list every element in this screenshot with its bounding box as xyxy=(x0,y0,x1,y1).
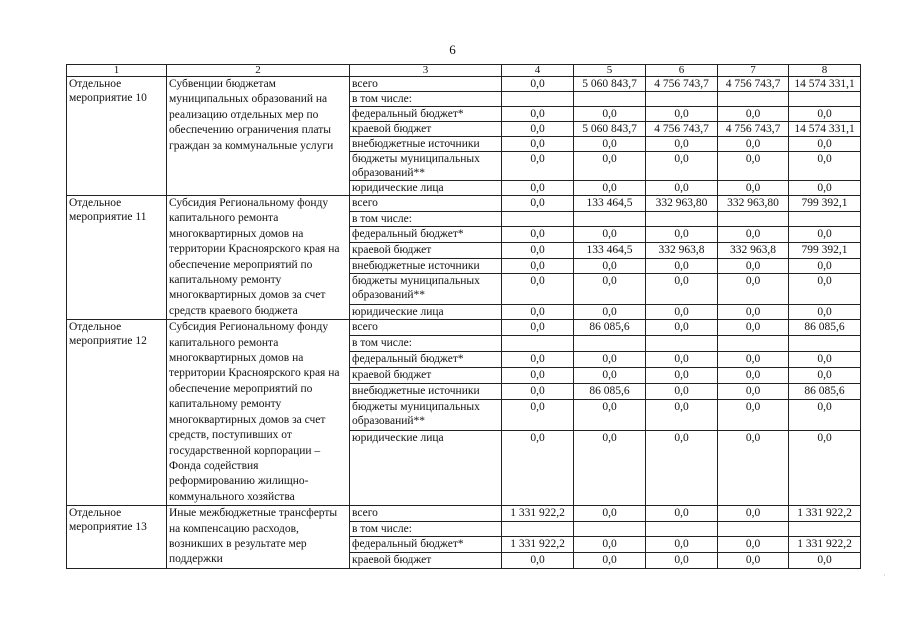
funding-source: краевой бюджет xyxy=(350,368,502,384)
amount-cell: 14 574 331,1 xyxy=(789,77,861,92)
activity-name: Иные межбюджетные трансферты на компенсацию расходов, возникших в результате мер поддержки xyxy=(167,506,350,569)
amount-cell: 0,0 xyxy=(718,274,789,304)
amount-cell: 4 756 743,7 xyxy=(718,77,789,92)
amount-cell: 0,0 xyxy=(789,304,861,320)
funding-source: юридические лица xyxy=(350,430,502,505)
amount-cell: 0,0 xyxy=(502,383,574,399)
funding-source: внебюджетные источники xyxy=(350,137,502,152)
amount-cell: 0,0 xyxy=(789,368,861,384)
amount-cell: 332 963,80 xyxy=(718,196,789,212)
amount-cell: 0,0 xyxy=(789,258,861,274)
activity-name: Субсидия Региональному фонду капитального ремонта многоквартирных домов на территории Красноярского края на обеспечение мероприятий по капитальному ремонту многоквартирных домов за счет средств краевого бюджета xyxy=(167,196,350,320)
table-row xyxy=(67,320,861,336)
funding-source: внебюджетные источники xyxy=(350,383,502,399)
amount-cell xyxy=(502,211,574,227)
amount-cell: 332 963,80 xyxy=(646,196,718,212)
funding-source: федеральный бюджет* xyxy=(350,107,502,122)
activity-label: Отдельное мероприятие 11 xyxy=(67,196,167,320)
header-cell: 7 xyxy=(718,65,789,77)
page-number: 6 xyxy=(449,42,456,57)
amount-cell: 0,0 xyxy=(646,352,718,368)
amount-cell: 0,0 xyxy=(789,399,861,430)
amount-cell xyxy=(789,92,861,107)
amount-cell xyxy=(574,336,646,352)
funding-source: федеральный бюджет* xyxy=(350,227,502,243)
amount-cell: 0,0 xyxy=(574,506,646,522)
amount-cell: 0,0 xyxy=(718,320,789,336)
funding-source: бюджеты муниципальных образований** xyxy=(350,399,502,430)
amount-cell: 0,0 xyxy=(574,107,646,122)
amount-cell: 0,0 xyxy=(502,242,574,258)
amount-cell: 799 392,1 xyxy=(789,242,861,258)
amount-cell xyxy=(718,211,789,227)
amount-cell: 0,0 xyxy=(574,399,646,430)
amount-cell: 0,0 xyxy=(574,537,646,553)
amount-cell xyxy=(718,521,789,537)
amount-cell: 5 060 843,7 xyxy=(574,122,646,137)
funding-source: краевой бюджет xyxy=(350,122,502,137)
amount-cell: 0,0 xyxy=(718,553,789,569)
funding-source: всего xyxy=(350,196,502,212)
amount-cell: 0,0 xyxy=(646,107,718,122)
amount-cell: 4 756 743,7 xyxy=(718,122,789,137)
amount-cell xyxy=(502,92,574,107)
amount-cell: 0,0 xyxy=(574,227,646,243)
activity-name: Субсидия Региональному фонду капитального ремонта многоквартирных домов на территории Красноярского края на обеспечение мероприятий по капитальному ремонту многоквартирных домов за счет средств, поступивших от государственной корпорации – Фонда содействия реформированию жилищно-коммунального хозяйства xyxy=(167,320,350,506)
amount-cell: 0,0 xyxy=(646,137,718,152)
amount-cell: 0,0 xyxy=(646,181,718,196)
amount-cell: 0,0 xyxy=(718,430,789,505)
funding-source: федеральный бюджет* xyxy=(350,352,502,368)
funding-source: бюджеты муниципальных образований** xyxy=(350,152,502,181)
amount-cell: 0,0 xyxy=(502,430,574,505)
header-cell: 8 xyxy=(789,65,861,77)
amount-cell: 0,0 xyxy=(574,181,646,196)
amount-cell: 1 331 922,2 xyxy=(502,537,574,553)
amount-cell: 0,0 xyxy=(718,506,789,522)
amount-cell: 0,0 xyxy=(789,181,861,196)
funding-source: федеральный бюджет* xyxy=(350,537,502,553)
amount-cell: 0,0 xyxy=(646,304,718,320)
table-row xyxy=(67,196,861,212)
amount-cell: 0,0 xyxy=(646,399,718,430)
activity-label: Отдельное мероприятие 12 xyxy=(67,320,167,506)
header-cell: 3 xyxy=(350,65,502,77)
amount-cell: 0,0 xyxy=(718,258,789,274)
amount-cell xyxy=(646,336,718,352)
activity-name: Субвенции бюджетам муниципальных образований на реализацию отдельных мер по обеспечению ограничения платы граждан за коммунальные услуги xyxy=(167,77,350,196)
amount-cell: 0,0 xyxy=(574,274,646,304)
header-cell: 2 xyxy=(167,65,350,77)
funding-source: всего xyxy=(350,506,502,522)
amount-cell: 0,0 xyxy=(502,196,574,212)
amount-cell xyxy=(646,92,718,107)
amount-cell: 0,0 xyxy=(502,137,574,152)
amount-cell: 1 331 922,2 xyxy=(789,506,861,522)
amount-cell: 0,0 xyxy=(718,399,789,430)
amount-cell: 86 085,6 xyxy=(789,383,861,399)
amount-cell: 0,0 xyxy=(502,320,574,336)
funding-source: в том числе: xyxy=(350,521,502,537)
funding-source: в том числе: xyxy=(350,92,502,107)
amount-cell: 86 085,6 xyxy=(789,320,861,336)
funding-source: краевой бюджет xyxy=(350,553,502,569)
amount-cell: 0,0 xyxy=(502,553,574,569)
amount-cell: 0,0 xyxy=(718,152,789,181)
amount-cell: 0,0 xyxy=(646,506,718,522)
header-cell: 6 xyxy=(646,65,718,77)
amount-cell: 0,0 xyxy=(789,553,861,569)
amount-cell: 4 756 743,7 xyxy=(646,77,718,92)
amount-cell: 0,0 xyxy=(502,368,574,384)
table-row xyxy=(67,77,861,92)
funding-source: краевой бюджет xyxy=(350,242,502,258)
amount-cell: 14 574 331,1 xyxy=(789,122,861,137)
amount-cell: 0,0 xyxy=(574,352,646,368)
amount-cell: 0,0 xyxy=(646,274,718,304)
amount-cell xyxy=(789,211,861,227)
amount-cell: 0,0 xyxy=(646,152,718,181)
amount-cell: 0,0 xyxy=(574,430,646,505)
amount-cell: 0,0 xyxy=(718,304,789,320)
header-cell: 5 xyxy=(574,65,646,77)
amount-cell: 0,0 xyxy=(502,181,574,196)
amount-cell: 4 756 743,7 xyxy=(646,122,718,137)
funding-source: всего xyxy=(350,320,502,336)
amount-cell: 0,0 xyxy=(789,227,861,243)
amount-cell: 0,0 xyxy=(646,383,718,399)
amount-cell: 0,0 xyxy=(574,368,646,384)
amount-cell: 0,0 xyxy=(718,383,789,399)
amount-cell xyxy=(574,92,646,107)
funding-source: юридические лица xyxy=(350,304,502,320)
amount-cell: 0,0 xyxy=(646,227,718,243)
amount-cell: 0,0 xyxy=(718,368,789,384)
funding-source: всего xyxy=(350,77,502,92)
amount-cell: 5 060 843,7 xyxy=(574,77,646,92)
amount-cell: 0,0 xyxy=(646,553,718,569)
funding-source: бюджеты муниципальных образований** xyxy=(350,274,502,304)
header-cell: 4 xyxy=(502,65,574,77)
amount-cell: 0,0 xyxy=(646,320,718,336)
amount-cell: 332 963,8 xyxy=(646,242,718,258)
amount-cell: 1 331 922,2 xyxy=(789,537,861,553)
funding-source: юридические лица xyxy=(350,181,502,196)
amount-cell: 86 085,6 xyxy=(574,383,646,399)
amount-cell xyxy=(646,521,718,537)
amount-cell: 0,0 xyxy=(502,122,574,137)
amount-cell: 0,0 xyxy=(502,107,574,122)
amount-cell: 133 464,5 xyxy=(574,196,646,212)
amount-cell: 0,0 xyxy=(718,137,789,152)
amount-cell: 1 331 922,2 xyxy=(502,506,574,522)
header-row xyxy=(67,65,861,77)
scan-artifact: · xyxy=(883,571,886,580)
amount-cell: 0,0 xyxy=(789,352,861,368)
amount-cell xyxy=(718,336,789,352)
funding-source: внебюджетные источники xyxy=(350,258,502,274)
amount-cell xyxy=(574,211,646,227)
amount-cell: 799 392,1 xyxy=(789,196,861,212)
amount-cell: 0,0 xyxy=(502,352,574,368)
amount-cell xyxy=(789,521,861,537)
amount-cell: 0,0 xyxy=(574,152,646,181)
amount-cell: 0,0 xyxy=(718,227,789,243)
amount-cell: 0,0 xyxy=(574,553,646,569)
amount-cell: 133 464,5 xyxy=(574,242,646,258)
amount-cell: 0,0 xyxy=(789,274,861,304)
amount-cell: 0,0 xyxy=(718,537,789,553)
amount-cell: 0,0 xyxy=(718,352,789,368)
amount-cell xyxy=(574,521,646,537)
activity-label: Отдельное мероприятие 10 xyxy=(67,77,167,196)
amount-cell xyxy=(718,92,789,107)
amount-cell: 0,0 xyxy=(502,152,574,181)
amount-cell: 332 963,8 xyxy=(718,242,789,258)
amount-cell: 0,0 xyxy=(646,537,718,553)
amount-cell: 0,0 xyxy=(574,258,646,274)
amount-cell: 0,0 xyxy=(646,430,718,505)
amount-cell xyxy=(502,336,574,352)
amount-cell: 0,0 xyxy=(789,137,861,152)
amount-cell: 0,0 xyxy=(502,399,574,430)
amount-cell: 0,0 xyxy=(502,304,574,320)
amount-cell: 0,0 xyxy=(574,304,646,320)
amount-cell: 0,0 xyxy=(789,152,861,181)
amount-cell: 0,0 xyxy=(502,227,574,243)
amount-cell: 0,0 xyxy=(502,258,574,274)
funding-source: в том числе: xyxy=(350,336,502,352)
amount-cell: 0,0 xyxy=(718,107,789,122)
amount-cell: 0,0 xyxy=(502,77,574,92)
amount-cell: 0,0 xyxy=(574,137,646,152)
amount-cell xyxy=(646,211,718,227)
amount-cell: 0,0 xyxy=(646,258,718,274)
header-cell: 1 xyxy=(67,65,167,77)
amount-cell xyxy=(502,521,574,537)
table-row xyxy=(67,506,861,522)
activity-label: Отдельное мероприятие 13 xyxy=(67,506,167,569)
funding-source: в том числе: xyxy=(350,211,502,227)
amount-cell: 0,0 xyxy=(789,107,861,122)
budget-table xyxy=(66,64,861,569)
amount-cell xyxy=(789,336,861,352)
amount-cell: 0,0 xyxy=(718,181,789,196)
amount-cell: 86 085,6 xyxy=(574,320,646,336)
amount-cell: 0,0 xyxy=(789,430,861,505)
amount-cell: 0,0 xyxy=(502,274,574,304)
amount-cell: 0,0 xyxy=(646,368,718,384)
